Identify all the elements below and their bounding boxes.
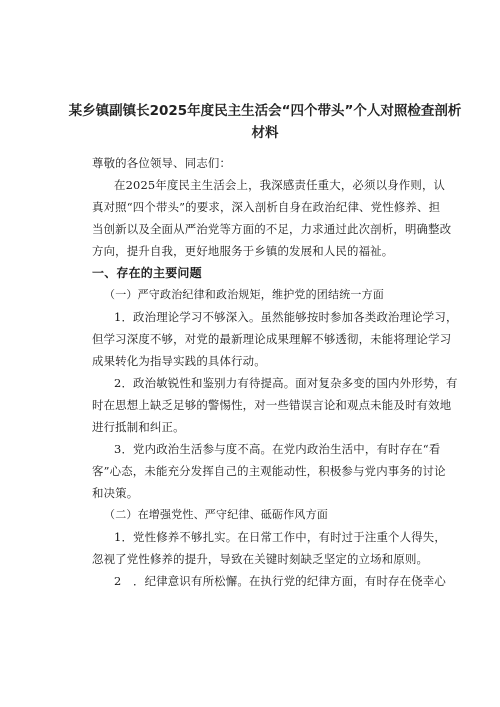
paragraph-line: 忽视了党性修养的提升，导致在关键时刻缺乏坚定的立场和原则。: [92, 552, 429, 566]
paragraph-line: 1．政治理论学习不够深入。虽然能够按时参加各类政治理论学习，: [114, 310, 458, 324]
intro-line: 当创新以及全面从严治党等方面的不足，力求通过此次剖析，明确整改: [92, 222, 452, 236]
paragraph-line: 2．政治敏锐性和鉴别力有待提高。面对复杂多变的国内外形势，有: [114, 376, 458, 390]
document-body: [92, 152, 464, 592]
paragraph-line: 但学习深度不够，对党的最新理论成果理解不够透彻，未能将理论学习: [92, 332, 452, 346]
section-heading: 一、存在的主要问题: [92, 266, 202, 280]
paragraph-line: 客”心态，未能充分发挥自己的主观能动性，积极参与党内事务的讨论: [92, 464, 446, 478]
paragraph-line: 3．党内政治生活参与度不高。在党内政治生活中，有时存在“看: [114, 442, 441, 456]
intro-line: 在2025年度民主生活会上，我深感责任重大，必须以身作则，认: [114, 178, 446, 192]
salutation: 尊敬的各位领导、同志们：: [92, 156, 232, 170]
paragraph-line: 1．党性修养不够扎实。在日常工作中，有时过于注重个人得失，: [114, 530, 446, 544]
title-line-2: 材料: [251, 125, 279, 141]
subsection-heading: （二）在增强党性、严守纪律、砥砺作风方面: [104, 508, 328, 521]
paragraph-line: 成果转化为指导实践的具体行动。: [92, 354, 266, 368]
intro-line: 真对照“四个带头”的要求，深入剖析自身在政治纪律、党性修养、担: [92, 200, 441, 214]
paragraph-line: 进行抵制和纠正。: [92, 420, 185, 434]
title-line-1: 某乡镇副镇长2025年度民主生活会“四个带头”个人对照检查剖析: [68, 103, 462, 119]
paragraph-line: 和决策。: [92, 486, 139, 500]
paragraph-line: 时在思想上缺乏足够的警惕性，对一些错误言论和观点未能及时有效地: [92, 398, 452, 412]
subsection-heading: （一）严守政治纪律和政治规矩，维护党的团结统一方面: [104, 288, 384, 301]
intro-line: 方向，提升自我，更好地服务于乡镇的发展和人民的福祉。: [92, 244, 394, 258]
document-title: [60, 100, 470, 144]
paragraph-line: 2 ．纪律意识有所松懈。在执行党的纪律方面，有时存在侥幸心: [114, 574, 446, 588]
